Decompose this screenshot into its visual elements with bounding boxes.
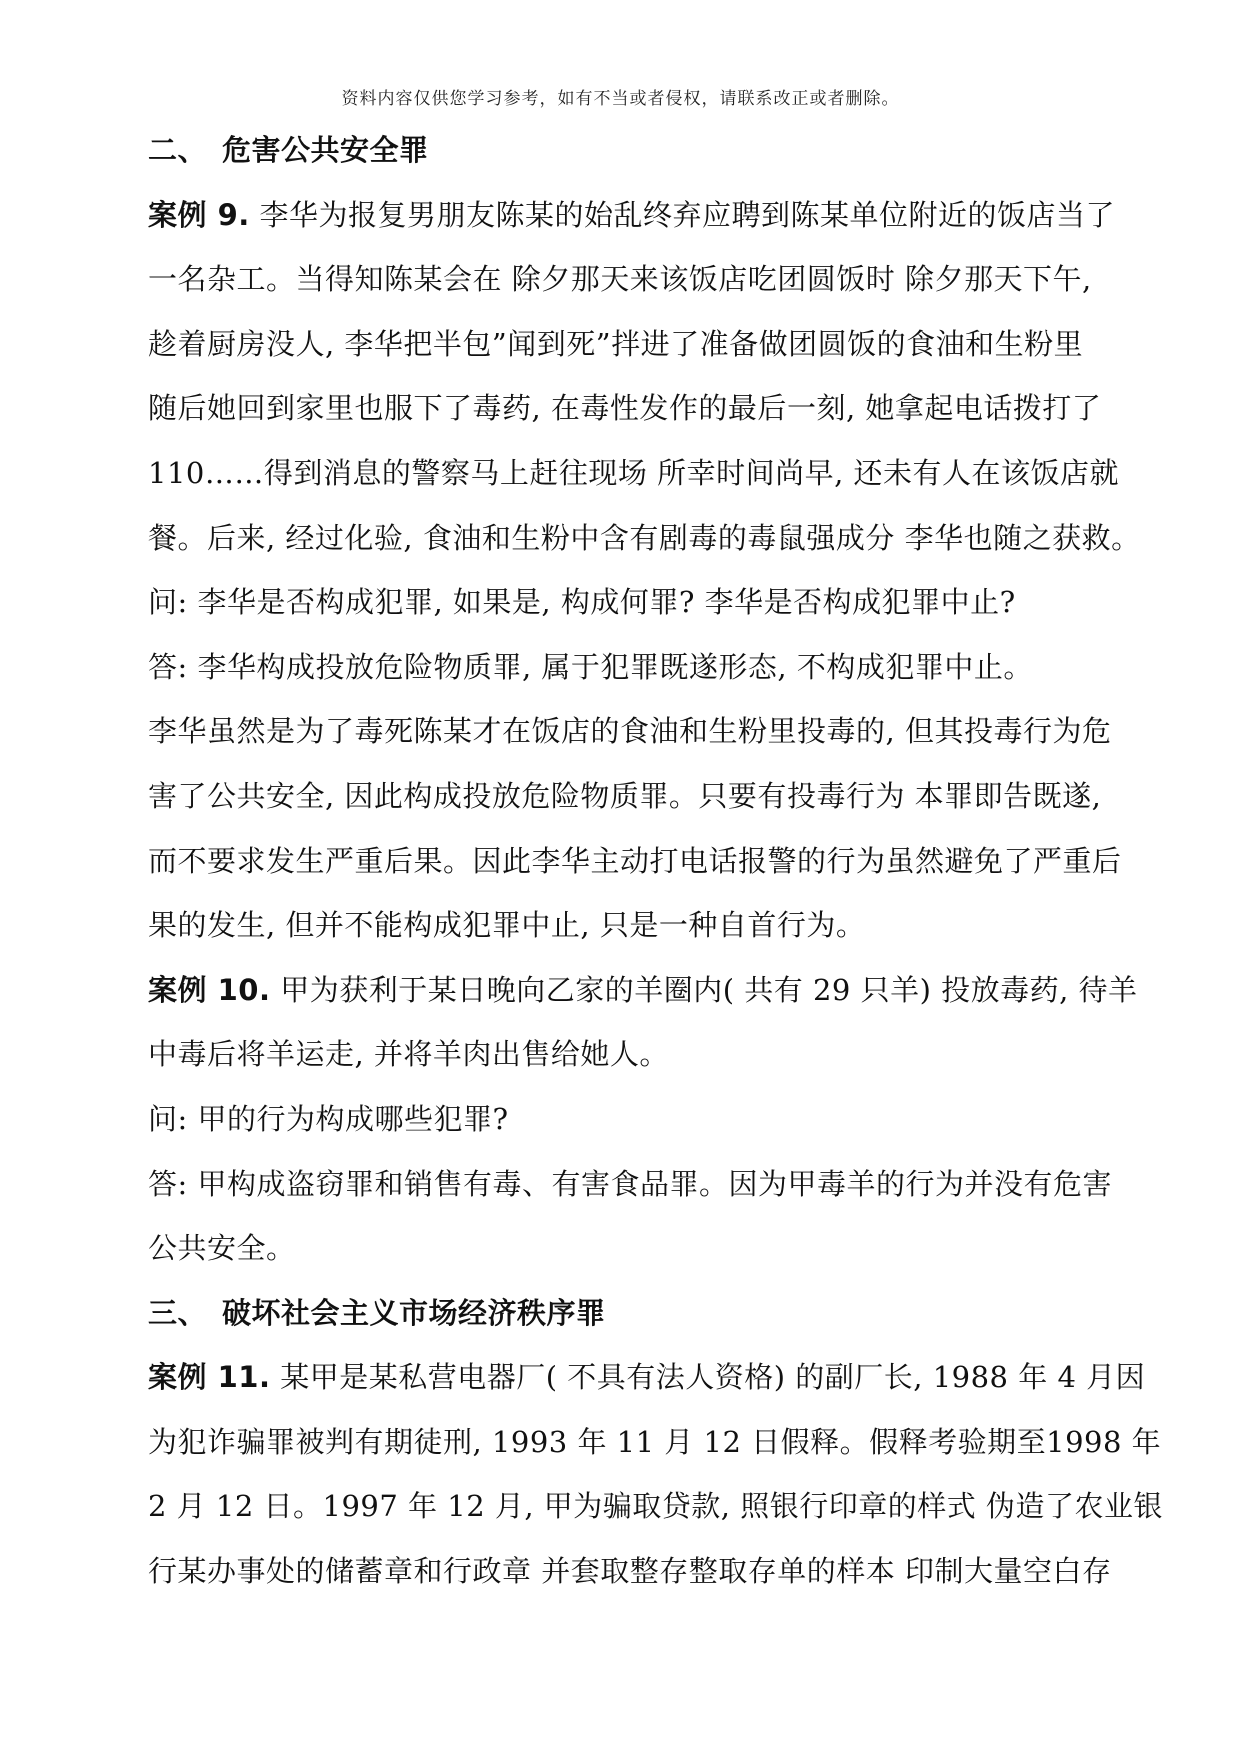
section-title: 破坏社会主义市场经济秩序罪 [222, 1295, 606, 1330]
paragraph-line: 果的发生, 但并不能构成犯罪中止, 只是一种自首行为。 [148, 908, 866, 943]
paragraph-line: 随后她回到家里也服下了毒药, 在毒性发作的最后一刻, 她拿起电话拨打了 [148, 391, 1102, 426]
case-10-line [148, 958, 1178, 1023]
answer-line: 答: 李华构成投放危险物质罪, 属于犯罪既遂形态, 不构成犯罪中止。 [148, 649, 1033, 684]
section-heading-3 [148, 1281, 1178, 1346]
paragraph-line: 2 月 12 日。1997 年 12 月, 甲为骗取贷款, 照银行印章的样式 伪造了农业银 [148, 1489, 1163, 1524]
section-title: 危害公共安全罪 [222, 133, 429, 167]
question-line: 问: 李华是否构成犯罪, 如果是, 构成何罪? 李华是否构成犯罪中止? [148, 585, 1016, 620]
case-9-line [148, 183, 1178, 248]
section-number: 二、 [148, 133, 208, 167]
paragraph-line: 而不要求发生严重后果。因此李华主动打电话报警的行为虽然避免了严重后 [148, 843, 1122, 878]
paragraph-line: 趁着厨房没人, 李华把半包”闻到死”拌进了准备做团圆饭的食油和生粉里 [148, 326, 1084, 361]
answer-line: 公共安全。 [148, 1231, 296, 1266]
section-heading-2 [148, 118, 1178, 183]
paragraph-line: 中毒后将羊运走, 并将羊肉出售给她人。 [148, 1037, 669, 1072]
section-number: 三、 [148, 1295, 208, 1330]
paragraph-line: 行某办事处的储蓄章和行政章 并套取整存整取存单的样本 印制大量空白存 [148, 1554, 1112, 1589]
paragraph-line: 餐。后来, 经过化验, 食油和生粉中含有剧毒的毒鼠强成分 李华也随之获救。 [148, 520, 1141, 555]
paragraph-line: 110……得到消息的警察马上赶往现场 所幸时间尚早, 还未有人在该饭店就 [148, 455, 1120, 490]
case-11-line [148, 1345, 1178, 1410]
paragraph-line: 一名杂工。当得知陈某会在 除夕那天来该饭店吃团圆饭时 除夕那天下午, [148, 262, 1092, 297]
paragraph-line: 李华虽然是为了毒死陈某才在饭店的食油和生粉里投毒的, 但其投毒行为危 [148, 714, 1112, 749]
paragraph-line: 为犯诈骗罪被判有期徒刑, 1993 年 11 月 12 日假释。假释考验期至1998 年 [148, 1424, 1162, 1459]
case-label: 案例 11. [148, 1360, 271, 1395]
paragraph-line: 害了公共安全, 因此构成投放危险物质罪。只要有投毒行为 本罪即告既遂, [148, 778, 1102, 813]
answer-line: 答: 甲构成盗窃罪和销售有毒、有害食品罪。因为甲毒羊的行为并没有危害 [148, 1166, 1112, 1201]
paragraph-text: 甲为获利于某日晚向乙家的羊圈内( 共有 29 只羊) 投放毒药, 待羊 [280, 972, 1138, 1007]
paragraph-text: 某甲是某私营电器厂( 不具有法人资格) 的副厂长, 1988 年 4 月因 [280, 1360, 1146, 1395]
paragraph-text: 李华为报复男朋友陈某的始乱终弃应聘到陈某单位附近的饭店当了 [259, 197, 1116, 232]
case-label: 案例 10. [148, 972, 271, 1007]
document-body [148, 118, 1178, 1604]
case-label: 案例 9. [148, 197, 250, 232]
question-line: 问: 甲的行为构成哪些犯罪? [148, 1101, 509, 1136]
header-disclaimer: 资料内容仅供您学习参考，如有不当或者侵权，请联系改正或者删除。 [341, 89, 900, 109]
